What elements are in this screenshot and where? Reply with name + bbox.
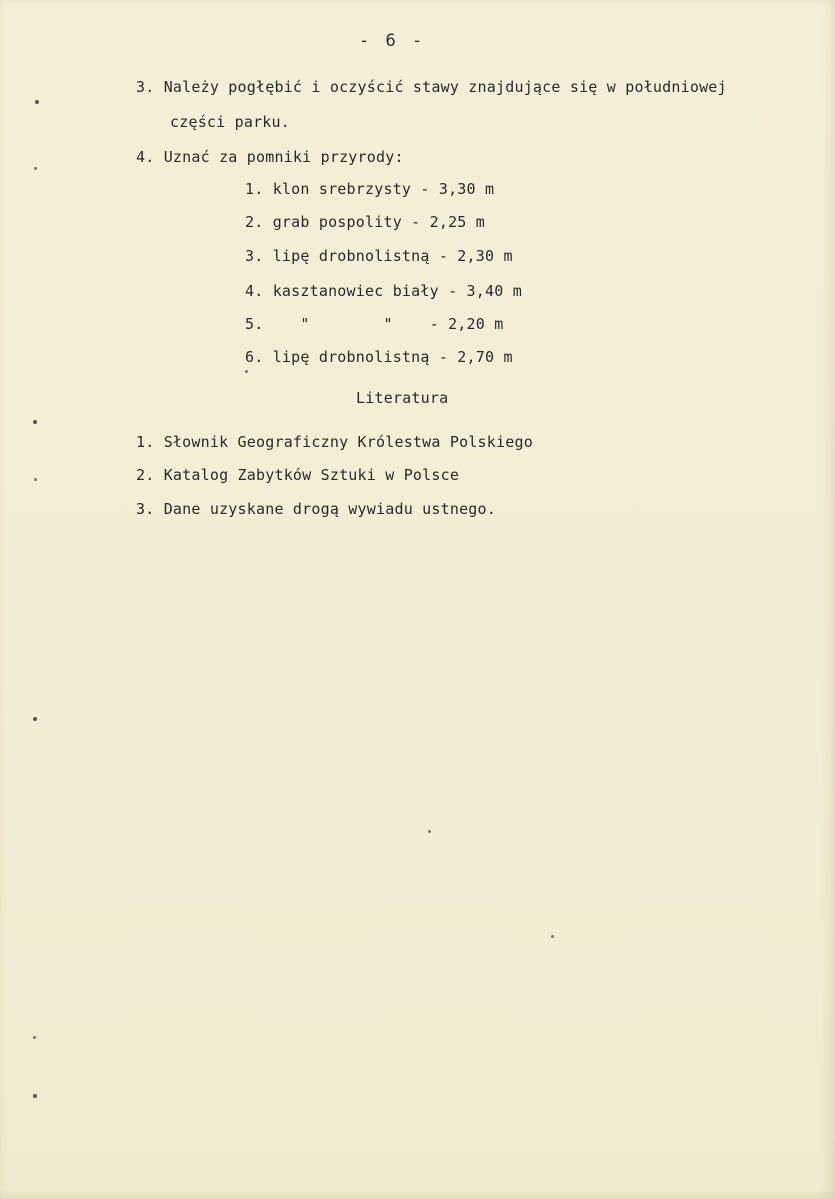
margin-speck	[34, 478, 37, 481]
tree-item-4: 4. kasztanowiec biały - 3,40 m	[245, 282, 522, 300]
tree-item-6: 6. lipę drobnolistną - 2,70 m	[245, 348, 513, 366]
page-number: - 6 -	[359, 31, 426, 51]
literature-heading: Literatura	[356, 389, 449, 407]
item-3-line-1: 3. Należy pogłębić i oczyścić stawy znajdujące się w południowej	[136, 78, 727, 96]
literature-item-1: 1. Słownik Geograficzny Królestwa Polskiego	[136, 433, 533, 451]
item-3-line-2: części parku.	[170, 113, 290, 131]
tree-item-2: 2. grab pospolity - 2,25 m	[245, 213, 485, 231]
margin-speck	[33, 1094, 37, 1098]
page-speck	[551, 935, 554, 938]
margin-speck	[33, 1036, 36, 1039]
literature-item-2: 2. Katalog Zabytków Sztuki w Polsce	[136, 466, 460, 484]
tree-item-3: 3. lipę drobnolistną - 2,30 m	[245, 247, 513, 265]
item-4-heading: 4. Uznać za pomniki przyrody:	[136, 148, 404, 166]
tree-item-5: 5. " " - 2,20 m	[245, 315, 504, 333]
tree-item-1: 1. klon srebrzysty - 3,30 m	[245, 180, 495, 198]
margin-speck	[35, 100, 39, 104]
margin-speck	[34, 167, 37, 170]
page-speck	[245, 370, 248, 373]
margin-speck	[33, 717, 37, 721]
literature-item-3: 3. Dane uzyskane drogą wywiadu ustnego.	[136, 500, 496, 518]
page-speck	[428, 830, 431, 833]
margin-speck	[33, 420, 37, 424]
